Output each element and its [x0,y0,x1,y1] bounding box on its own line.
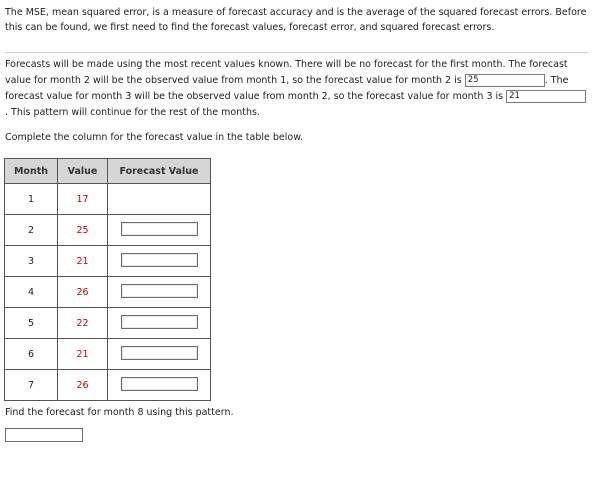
forecast-month-2-input[interactable]: 25 [465,74,545,87]
table-row [5,277,211,308]
month-cell: 2 [5,215,58,246]
final-question: Find the forecast for month 8 using this pattern. [5,407,234,418]
table-row [5,370,211,401]
forecast-cell [108,215,211,246]
forecast-input-month-3[interactable] [121,253,198,267]
month-cell: 4 [5,277,58,308]
table-row [5,246,211,277]
explanation-paragraph [5,57,588,121]
forecast-column-header: Forecast Value [108,159,211,184]
forecast-input-month-5[interactable] [121,315,198,329]
explanation-part-3: . This pattern will continue for the rest of the months. [5,107,260,118]
month-column-header: Month [5,159,58,184]
table-row [5,215,211,246]
divider [5,52,588,53]
month-cell: 6 [5,339,58,370]
explanation-part-2: . The forecast value for month 3 will be the observed value from month 2, so the forecast value for month 3 is [5,75,569,102]
forecast-cell [108,370,211,401]
month-cell: 3 [5,246,58,277]
table-row [5,308,211,339]
table-row [5,184,211,215]
forecast-cell [108,246,211,277]
table-row [5,339,211,370]
month-cell: 5 [5,308,58,339]
month-cell: 1 [5,184,58,215]
value-cell: 17 [58,184,108,215]
month-cell: 7 [5,370,58,401]
forecast-input-month-7[interactable] [121,377,198,391]
value-column-header: Value [58,159,108,184]
forecast-cell-empty [108,184,211,215]
value-cell: 22 [58,308,108,339]
value-cell: 25 [58,215,108,246]
forecast-month-3-input[interactable]: 21 [506,90,586,103]
intro-text: The MSE, mean squared error, is a measure of forecast accuracy and is the average of the squared forecast errors. Before this can be found, we first need to find the forecast values, forecast error, and squared forecast errors. [5,7,587,33]
value-cell: 26 [58,277,108,308]
value-cell: 26 [58,370,108,401]
forecast-cell [108,308,211,339]
explanation-part-1: Forecasts will be made using the most recent values known. There will be no forecast for the first month. The forecast value for month 2 will be the observed value from month 1, so the forecast value for month 2 is [5,59,568,86]
value-cell: 21 [58,339,108,370]
forecast-table [4,158,211,401]
table-instruction: Complete the column for the forecast value in the table below. [5,132,304,143]
table-header-row [5,159,211,184]
forecast-cell [108,339,211,370]
value-cell: 21 [58,246,108,277]
forecast-cell [108,277,211,308]
forecast-month-8-input[interactable] [5,428,83,442]
forecast-input-month-6[interactable] [121,346,198,360]
forecast-input-month-2[interactable] [121,222,198,236]
forecast-input-month-4[interactable] [121,284,198,298]
